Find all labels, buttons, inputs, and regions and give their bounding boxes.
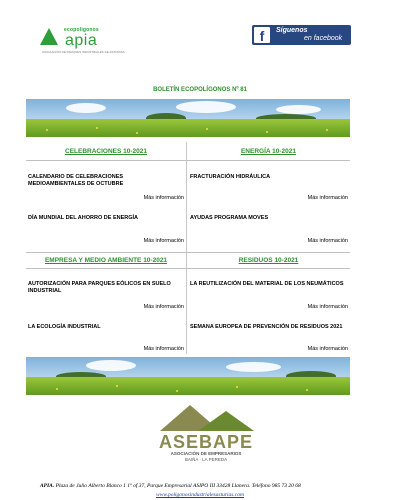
section-divider [26, 252, 350, 253]
footer-website-link[interactable]: www.poligonosindustrialesasturias.com [156, 492, 244, 498]
column-divider [186, 142, 187, 354]
item-celebraciones-1: CALENDARIO DE CELEBRACIONES MEDIOAMBIENTALES DE OCTUBRE [28, 174, 124, 187]
item-celebraciones-2: DÍA MUNDIAL DEL AHORRO DE ENERGÍA [28, 215, 139, 221]
apia-mountain-icon [40, 28, 58, 45]
item-empresa-1: AUTORIZACIÓN PARA PARQUES EÓLICOS EN SUELO INDUSTRIAL [28, 281, 171, 294]
meadow-banner-top [26, 99, 350, 137]
more-info-link[interactable]: Más información [307, 238, 348, 244]
section-title-energia[interactable]: ENERGÍA 10-2021 [240, 148, 297, 155]
section-title-celebraciones[interactable]: CELEBRACIONES 10-2021 [65, 148, 147, 155]
item-residuos-1: LA REUTILIZACIÓN DEL MATERIAL DE LOS NEUMÁTICOS [190, 281, 344, 287]
more-info-link[interactable]: Más información [143, 238, 184, 244]
facebook-icon: f [254, 27, 270, 43]
footer-address-text: Plaza de Julio Alberto Blanco 1 1º of 37, Parque Empresarial ASIPO III 33428 Llanera. Teléfono 985 73 20 68 [54, 483, 301, 489]
asebape-name: ASEBAPE [158, 432, 254, 452]
item-residuos-2: SEMANA EUROPEA DE PREVENCIÓN DE RESIDUOS 2021 [190, 324, 343, 330]
section-divider [26, 268, 350, 269]
more-info-link[interactable]: Más información [307, 346, 348, 352]
item-empresa-2: LA ECOLOGÍA INDUSTRIAL [28, 324, 101, 330]
section-divider [26, 160, 350, 161]
more-info-link[interactable]: Más información [307, 304, 348, 310]
asebape-subtitle: ASOCIACIÓN DE EMPRESARIOS [170, 451, 242, 456]
logo-small-text: ecopoligonos [64, 27, 99, 33]
footer-address [40, 483, 370, 489]
facebook-follow-button[interactable] [252, 25, 351, 45]
meadow-banner-bottom [26, 357, 350, 395]
facebook-line2: en facebook [304, 35, 343, 42]
logo-tagline: ASOCIACIÓN DE PARQUES INDUSTRIALES DE ASTURIAS [42, 50, 125, 54]
facebook-line1: Síguenos [276, 27, 308, 34]
more-info-link[interactable]: Más información [143, 346, 184, 352]
item-energia-1: FRACTURACIÓN HIDRÁULICA [190, 174, 271, 180]
more-info-link[interactable]: Más información [307, 195, 348, 201]
footer-address-bold: APIA. [40, 483, 55, 489]
apia-logo[interactable] [40, 26, 130, 56]
logo-big-text: apia [65, 32, 98, 49]
asebape-logo [150, 403, 262, 463]
bulletin-title: BOLETÍN ECOPOLÍGONOS Nº 81 [153, 87, 247, 93]
item-energia-2: AYUDAS PROGRAMA MOVES [190, 215, 269, 221]
section-title-empresa[interactable]: EMPRESA Y MEDIO AMBIENTE 10-2021 [44, 257, 168, 264]
more-info-link[interactable]: Más información [143, 304, 184, 310]
mountain-icon [198, 411, 254, 431]
asebape-subtitle-2: BAIÑA · LA PEREDA [184, 457, 228, 462]
more-info-link[interactable]: Más información [143, 195, 184, 201]
section-title-residuos[interactable]: RESIDUOS 10-2021 [238, 257, 299, 264]
